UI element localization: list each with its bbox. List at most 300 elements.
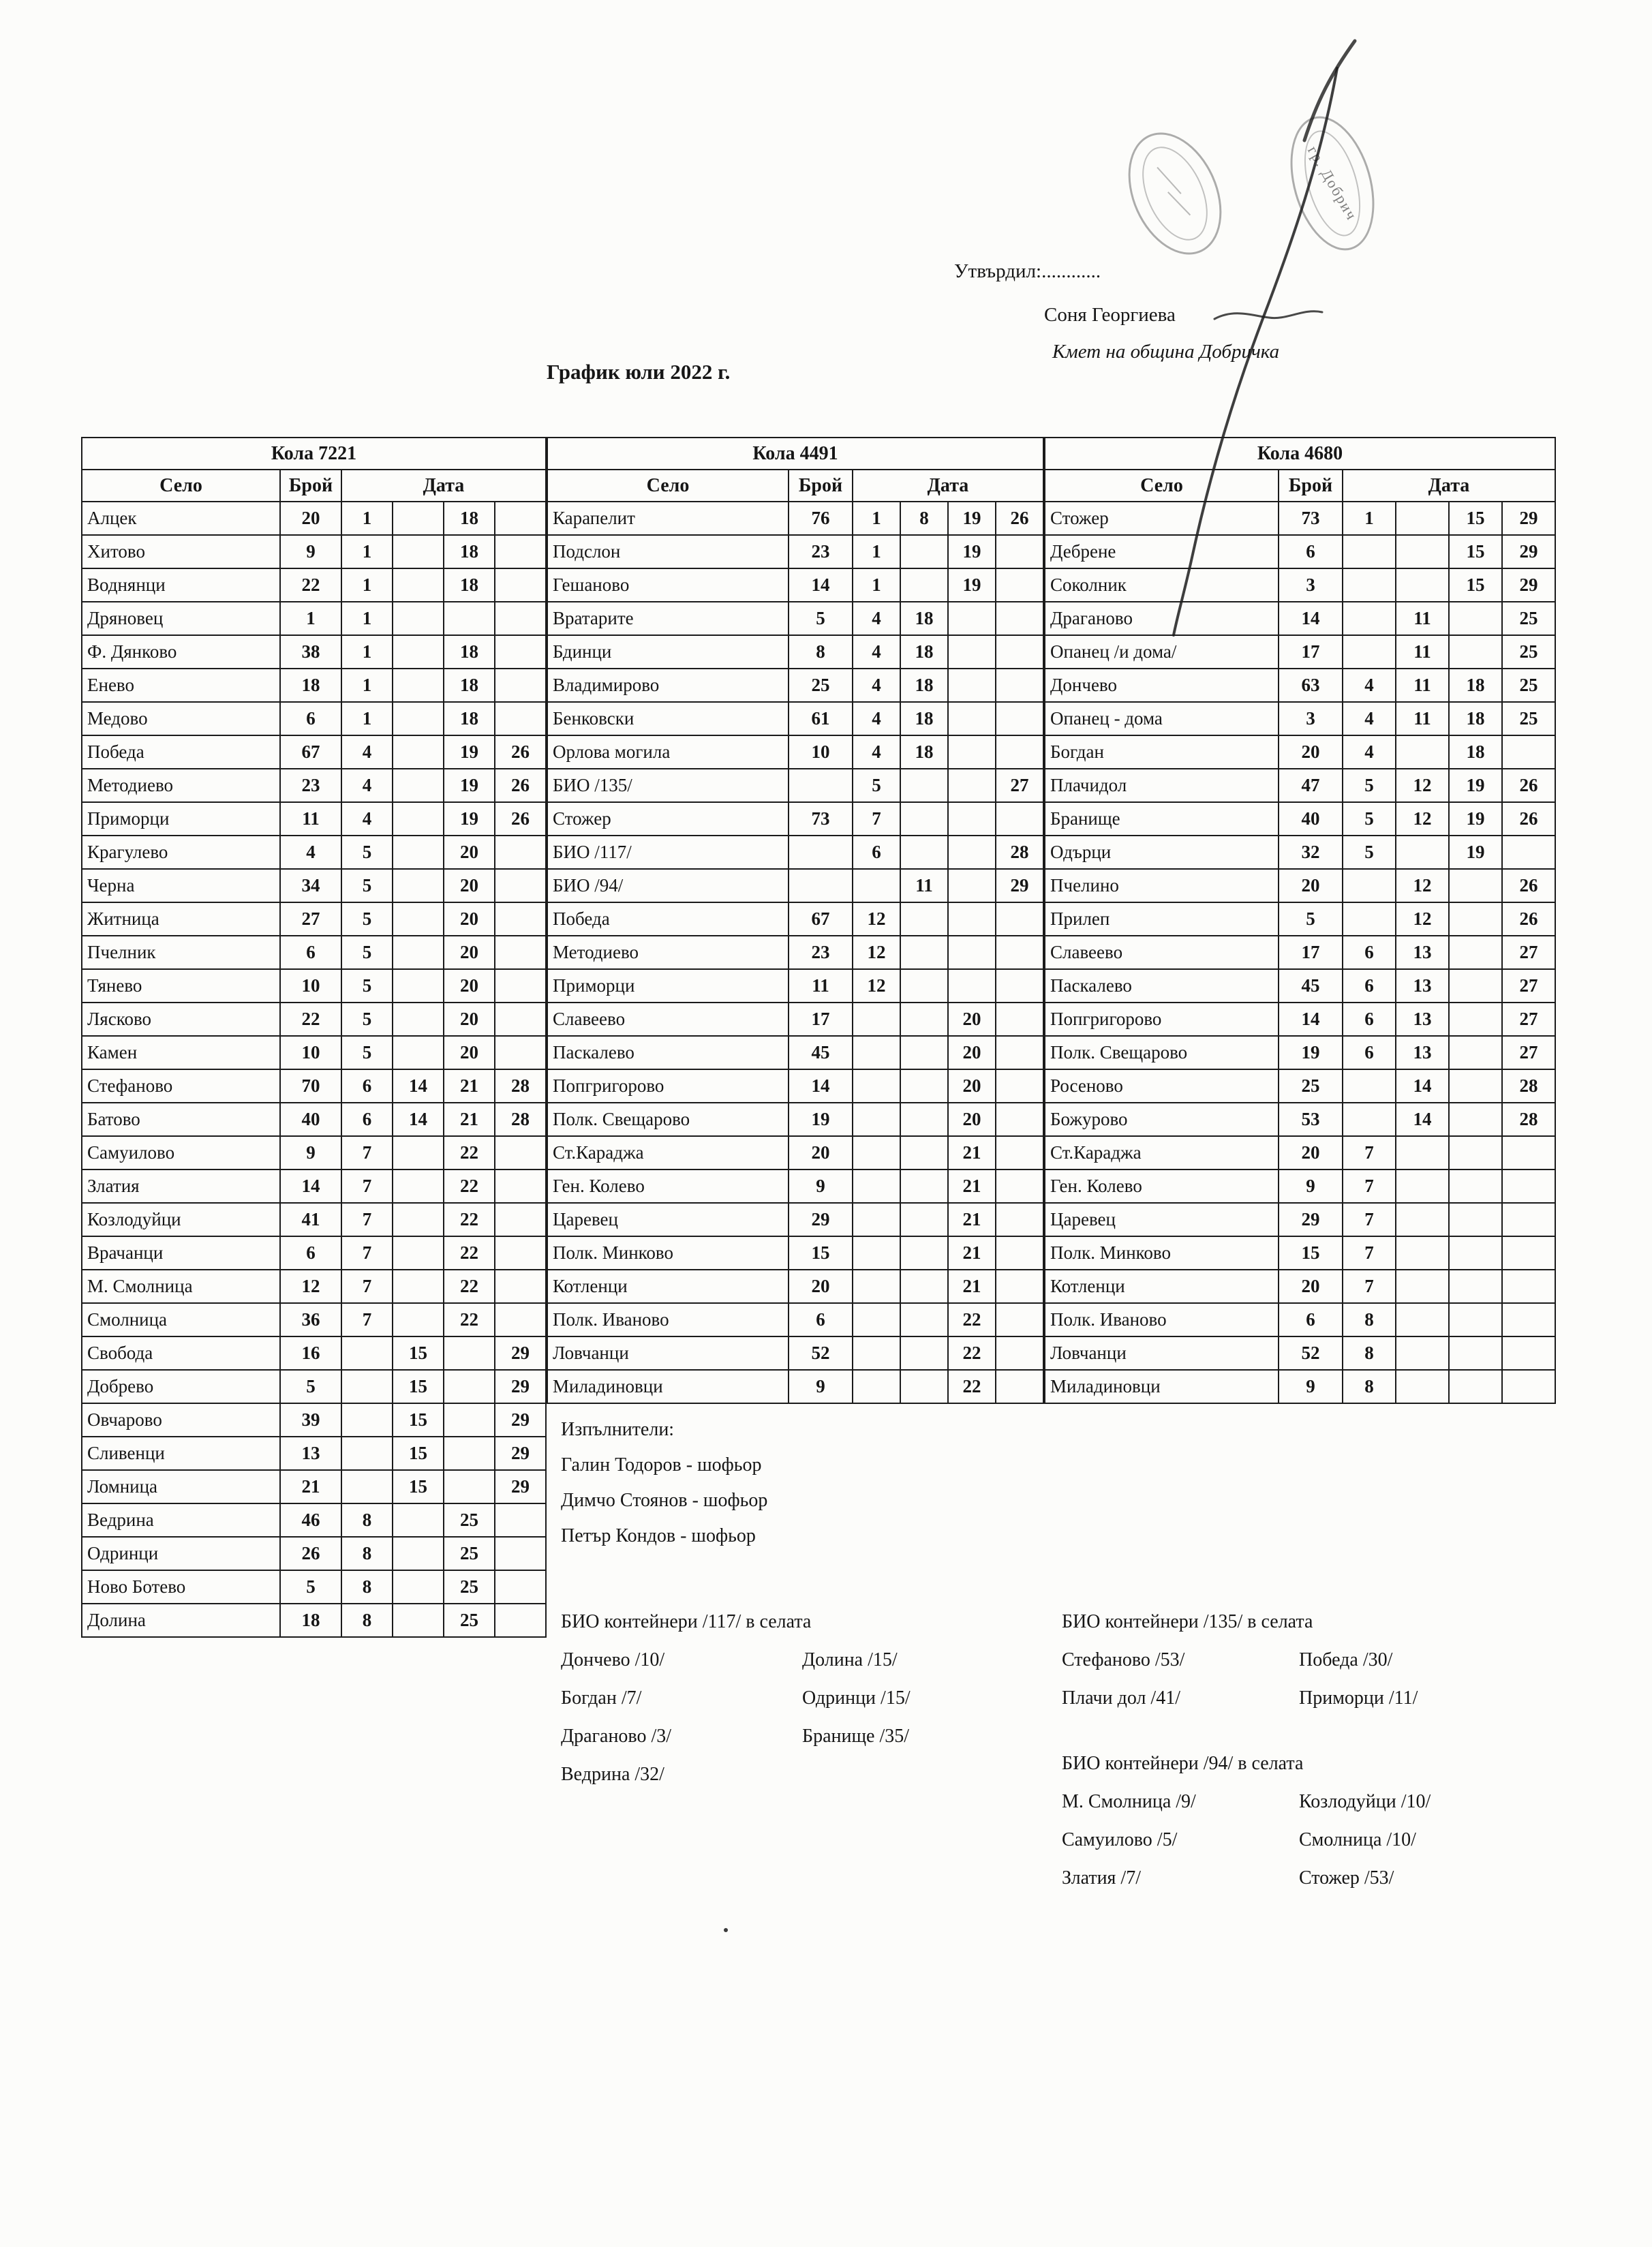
date-cell: 11 [1396,702,1449,735]
date-cell [996,936,1043,969]
date-cell [341,1336,393,1370]
date-cell [996,1236,1043,1270]
date-cell [900,1103,948,1136]
date-cell: 1 [341,635,393,669]
count-cell: 19 [789,1103,853,1136]
count-cell: 6 [280,936,341,969]
count-cell: 45 [789,1036,853,1069]
village-cell: Драганово [1045,602,1279,635]
date-cell: 7 [341,1270,393,1303]
village-cell: Дебрене [1045,535,1279,568]
table-row [82,1470,546,1503]
date-cell [996,1270,1043,1303]
date-cell [495,836,546,869]
table-row [1045,702,1555,735]
bio-title-117: БИО контейнери /117/ в селата [561,1611,812,1632]
date-cell: 26 [495,735,546,769]
date-cell: 29 [495,1437,546,1470]
date-cell: 15 [393,1437,444,1470]
date-cell: 22 [444,1203,495,1236]
village-cell: Енево [82,669,280,702]
date-cell [393,1003,444,1036]
table-row [1045,1203,1555,1236]
date-cell [341,1370,393,1403]
village-cell: Долина [82,1604,280,1637]
date-cell: 21 [948,1136,996,1170]
date-cell [948,936,996,969]
date-cell: 7 [341,1170,393,1203]
drivers-list [561,1448,767,1554]
bio-title-94: БИО контейнери /94/ в селата [1062,1753,1304,1774]
village-cell: Медово [82,702,280,735]
count-cell: 6 [1279,535,1343,568]
table-row [82,1303,546,1336]
date-cell [853,1136,900,1170]
date-cell [444,1370,495,1403]
date-cell: 18 [444,635,495,669]
village-cell: Стефаново [82,1069,280,1103]
date-cell: 18 [900,635,948,669]
date-cell: 22 [444,1170,495,1203]
date-cell: 13 [1396,1036,1449,1069]
date-cell: 21 [444,1103,495,1136]
count-cell: 5 [1279,902,1343,936]
date-cell: 5 [341,1003,393,1036]
date-cell: 22 [444,1270,495,1303]
bio-village-entry: Златия /7/ [1062,1867,1141,1889]
date-cell [1396,1236,1449,1270]
date-cell [996,735,1043,769]
table-row [82,1270,546,1303]
date-cell: 20 [948,1003,996,1036]
document-title: График юли 2022 г. [547,360,731,384]
date-cell: 22 [444,1136,495,1170]
bio-block-135 [1062,1603,1418,1717]
date-cell [1449,1136,1502,1170]
date-cell [1343,535,1396,568]
table-row [1045,669,1555,702]
table-row [82,1236,546,1270]
date-cell: 15 [393,1403,444,1437]
date-cell [996,702,1043,735]
stamp-inner-ring [1129,137,1221,251]
count-cell: 40 [1279,802,1343,836]
table-row [547,769,1043,802]
bio-village-entry: Стожер /53/ [1299,1867,1394,1889]
date-cell: 1 [341,502,393,535]
date-cell [900,1003,948,1036]
date-cell [393,502,444,535]
date-cell [1502,1136,1555,1170]
count-cell: 6 [280,1236,341,1270]
date-cell [1449,1003,1502,1036]
date-cell [900,1036,948,1069]
count-cell [789,836,853,869]
table-row [82,836,546,869]
date-cell: 12 [853,936,900,969]
count-cell: 39 [280,1403,341,1437]
date-cell: 5 [1343,836,1396,869]
table-row [1045,1003,1555,1036]
date-cell [1502,1370,1555,1403]
table-row [1045,969,1555,1003]
date-cell [495,1537,546,1570]
village-cell: Ст.Караджа [547,1136,789,1170]
date-cell [996,1370,1043,1403]
count-cell: 22 [280,568,341,602]
date-cell [495,1136,546,1170]
date-cell: 12 [1396,802,1449,836]
date-cell: 1 [341,568,393,602]
date-cell [495,1170,546,1203]
count-cell: 20 [1279,869,1343,902]
car-header: Кола 7221 [82,438,546,470]
count-cell: 3 [1279,702,1343,735]
date-cell [948,802,996,836]
date-cell: 20 [444,902,495,936]
date-cell: 18 [1449,702,1502,735]
count-cell: 5 [280,1370,341,1403]
count-cell: 3 [1279,568,1343,602]
village-cell: Богдан [1045,735,1279,769]
date-cell [341,1403,393,1437]
date-cell: 20 [444,969,495,1003]
date-cell [996,969,1043,1003]
village-cell: Воднянци [82,568,280,602]
date-cell [996,535,1043,568]
date-cell [393,1236,444,1270]
village-cell: Златия [82,1170,280,1203]
date-cell [393,735,444,769]
count-cell: 70 [280,1069,341,1103]
date-cell [900,1336,948,1370]
village-cell: Вратарите [547,602,789,635]
count-cell: 16 [280,1336,341,1370]
table-row [1045,568,1555,602]
table-row [82,1336,546,1370]
date-cell: 5 [1343,769,1396,802]
village-cell: Тянево [82,969,280,1003]
date-cell [996,1336,1043,1370]
count-cell: 25 [789,669,853,702]
date-cell: 19 [948,535,996,568]
village-cell: Свобода [82,1336,280,1370]
table-row [82,602,546,635]
count-cell: 38 [280,635,341,669]
date-cell [1449,1103,1502,1136]
date-cell: 28 [1502,1103,1555,1136]
table-row [1045,502,1555,535]
count-cell: 15 [789,1236,853,1270]
table-row [1045,1069,1555,1103]
count-cell: 32 [1279,836,1343,869]
table-row [82,902,546,936]
date-cell [1502,1203,1555,1236]
date-cell [948,635,996,669]
table-row [82,1604,546,1637]
village-cell: Паскалево [1045,969,1279,1003]
date-cell [444,602,495,635]
table-row [1045,802,1555,836]
date-cell: 29 [495,1370,546,1403]
table-row [1045,769,1555,802]
date-cell [393,769,444,802]
bio-village-entry: Самуилово /5/ [1062,1829,1178,1850]
date-cell: 1 [341,702,393,735]
date-cell: 29 [996,869,1043,902]
table-row [82,1203,546,1236]
date-cell [1449,902,1502,936]
date-cell: 12 [1396,902,1449,936]
date-cell: 19 [444,769,495,802]
count-cell: 47 [1279,769,1343,802]
village-cell: БИО /117/ [547,836,789,869]
date-cell [1396,1270,1449,1303]
date-cell [495,1570,546,1604]
date-cell [495,969,546,1003]
date-cell [996,602,1043,635]
count-cell: 5 [789,602,853,635]
village-cell: Стожер [1045,502,1279,535]
date-cell [393,1136,444,1170]
count-cell: 19 [1279,1036,1343,1069]
date-cell [853,1103,900,1136]
count-cell: 6 [789,1303,853,1336]
village-cell: Орлова могила [547,735,789,769]
count-cell: 76 [789,502,853,535]
bio-135-right-list [1299,1641,1418,1717]
date-cell: 22 [444,1236,495,1270]
date-cell [495,568,546,602]
bio-village-entry: Ведрина /32/ [561,1764,664,1785]
date-cell [1449,1370,1502,1403]
date-cell [1502,1303,1555,1336]
date-cell: 21 [948,1170,996,1203]
date-cell [900,769,948,802]
date-cell: 7 [1343,1236,1396,1270]
date-cell: 20 [444,936,495,969]
table-row [547,1303,1043,1336]
village-cell: Камен [82,1036,280,1069]
village-cell: БИО /135/ [547,769,789,802]
date-cell: 8 [341,1537,393,1570]
village-cell: Победа [82,735,280,769]
date-cell: 12 [853,902,900,936]
date-cell: 6 [341,1069,393,1103]
count-cell: 17 [1279,635,1343,669]
table-row [82,702,546,735]
date-cell: 1 [853,535,900,568]
date-cell: 25 [444,1503,495,1537]
bio-village-entry: Одринци /15/ [802,1687,911,1709]
date-cell: 5 [341,1036,393,1069]
bio-village-entry: Дончево /10/ [561,1649,665,1670]
date-cell [1396,502,1449,535]
date-cell [1343,602,1396,635]
date-cell [444,1470,495,1503]
date-cell [393,1537,444,1570]
date-cell: 28 [996,836,1043,869]
bio-94-left-list [1062,1783,1299,1897]
date-cell [948,602,996,635]
car-header: Кола 4680 [1045,438,1555,470]
date-cell [495,702,546,735]
date-cell: 14 [1396,1103,1449,1136]
date-cell: 15 [393,1336,444,1370]
date-cell [948,735,996,769]
bio-block-117 [561,1603,911,1794]
village-cell: Ф. Дянково [82,635,280,669]
table-row [547,602,1043,635]
bio-94-right-list [1299,1783,1431,1897]
date-cell: 20 [444,869,495,902]
count-cell: 20 [789,1136,853,1170]
date-cell [853,1170,900,1203]
count-cell: 18 [280,669,341,702]
village-cell: Полк. Минково [1045,1236,1279,1270]
table-row [1045,1136,1555,1170]
village-cell: БИО /94/ [547,869,789,902]
date-cell: 8 [341,1570,393,1604]
date-cell: 19 [948,502,996,535]
village-cell: Методиево [82,769,280,802]
count-cell: 73 [1279,502,1343,535]
village-cell: Плачидол [1045,769,1279,802]
date-cell: 21 [444,1069,495,1103]
date-cell [1343,1069,1396,1103]
date-cell [948,869,996,902]
date-cell: 18 [900,669,948,702]
date-cell [900,836,948,869]
village-cell: Полк. Минково [547,1236,789,1270]
village-cell: Полк. Иваново [1045,1303,1279,1336]
table-row [547,869,1043,902]
date-cell: 19 [1449,769,1502,802]
count-cell: 34 [280,869,341,902]
count-cell: 10 [280,969,341,1003]
date-cell: 5 [341,902,393,936]
date-cell: 5 [341,969,393,1003]
date-cell: 19 [948,568,996,602]
date-cell: 12 [853,969,900,1003]
count-cell: 6 [280,702,341,735]
bio-block-94 [1062,1745,1431,1897]
date-cell [495,1604,546,1637]
date-cell [495,936,546,969]
date-cell [1343,568,1396,602]
village-cell: Смолница [82,1303,280,1336]
date-cell: 29 [495,1403,546,1437]
count-cell: 5 [280,1570,341,1604]
table-row [82,1136,546,1170]
date-cell [996,1069,1043,1103]
table-row [82,1036,546,1069]
village-cell: Ломница [82,1470,280,1503]
date-cell: 25 [444,1570,495,1604]
date-cell: 26 [495,802,546,836]
village-cell: Славеево [1045,936,1279,969]
table-row [82,936,546,969]
table-row [1045,535,1555,568]
table-row [547,969,1043,1003]
date-cell: 4 [1343,702,1396,735]
date-cell [393,1170,444,1203]
table-kola-4680 [1044,437,1556,1404]
date-cell [1449,936,1502,969]
date-cell: 25 [1502,602,1555,635]
date-cell: 1 [341,602,393,635]
village-cell: Сливенци [82,1437,280,1470]
table-row [82,1370,546,1403]
date-cell [1502,1336,1555,1370]
village-cell: Бранище [1045,802,1279,836]
bio-135-left-list [1062,1641,1299,1717]
date-cell: 1 [853,502,900,535]
count-cell: 14 [789,568,853,602]
table-row [1045,635,1555,669]
date-cell: 28 [495,1103,546,1136]
date-cell [900,1303,948,1336]
date-cell [393,535,444,568]
date-cell [948,702,996,735]
date-cell [495,635,546,669]
date-cell [948,669,996,702]
date-cell [1449,869,1502,902]
date-cell: 7 [1343,1170,1396,1203]
date-cell: 4 [853,602,900,635]
count-cell: 15 [1279,1236,1343,1270]
date-cell [1343,902,1396,936]
village-cell: Врачанци [82,1236,280,1270]
date-cell [495,1003,546,1036]
date-cell [996,1303,1043,1336]
village-cell: Царевец [547,1203,789,1236]
count-cell: 11 [789,969,853,1003]
date-cell [495,1036,546,1069]
bio-village-entry: Смолница /10/ [1299,1829,1416,1850]
table-row [1045,1036,1555,1069]
date-cell: 11 [1396,635,1449,669]
village-cell: Паскалево [547,1036,789,1069]
date-cell [444,1403,495,1437]
date-cell [900,1170,948,1203]
table-row [547,635,1043,669]
date-cell [393,1303,444,1336]
date-cell [1502,1236,1555,1270]
count-cell: 9 [280,535,341,568]
count-cell: 27 [280,902,341,936]
date-cell: 14 [393,1103,444,1136]
date-cell: 7 [341,1303,393,1336]
date-cell [900,1236,948,1270]
village-cell: Росеново [1045,1069,1279,1103]
count-cell: 41 [280,1203,341,1236]
scan-speck [724,1928,728,1932]
date-cell: 8 [341,1503,393,1537]
date-cell: 14 [393,1069,444,1103]
date-cell [853,1069,900,1103]
count-cell: 46 [280,1503,341,1537]
table-row [82,1570,546,1604]
table-row [547,802,1043,836]
village-cell: Алцек [82,502,280,535]
bio-village-entry: Стефаново /53/ [1062,1649,1185,1670]
date-cell: 22 [948,1370,996,1403]
date-cell [1396,1203,1449,1236]
date-cell [900,1270,948,1303]
date-cell [495,1203,546,1236]
date-cell: 15 [393,1470,444,1503]
